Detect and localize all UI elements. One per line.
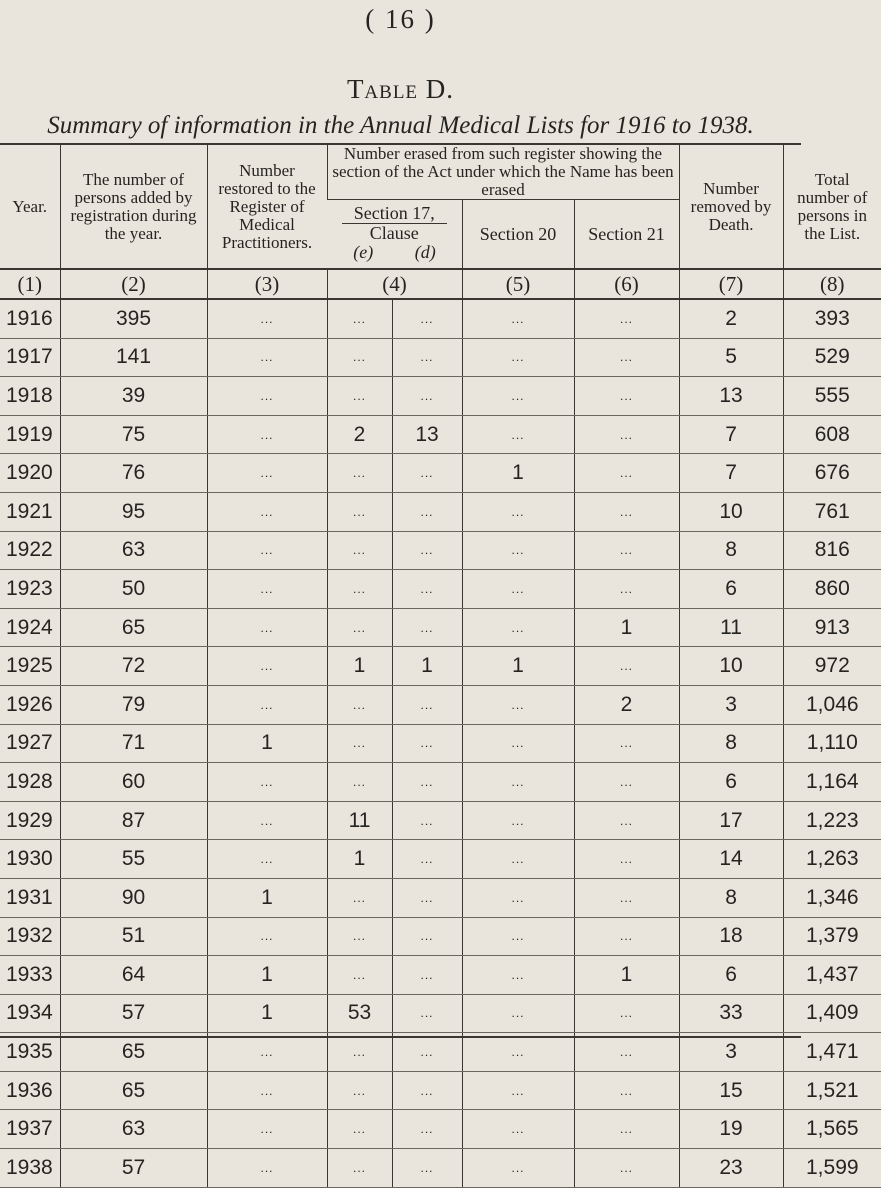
death-cell: 3 (679, 685, 783, 724)
table-summary: Summary of information in the Annual Medical Lists for 1916 to 1938. (47, 112, 754, 139)
section17-d-cell: ... (392, 299, 462, 338)
year-cell: 1933 (0, 956, 60, 995)
year-cell: 1925 (0, 647, 60, 686)
table-row (0, 492, 881, 531)
restored-cell: ... (207, 840, 327, 879)
total-cell: 1,471 (783, 1033, 881, 1072)
section21-cell: ... (574, 1149, 679, 1188)
total-cell: 972 (783, 647, 881, 686)
section17-d-cell: ... (392, 801, 462, 840)
table-row (0, 994, 881, 1033)
death-cell: 5 (679, 338, 783, 377)
added-cell: 65 (60, 1033, 207, 1072)
section21-cell: ... (574, 840, 679, 879)
death-cell: 3 (679, 1033, 783, 1072)
added-cell: 395 (60, 299, 207, 338)
column-number: (4) (327, 269, 462, 299)
section17-d-cell: ... (392, 492, 462, 531)
total-cell: 1,164 (783, 763, 881, 802)
section21-cell: ... (574, 724, 679, 763)
section17-d-cell: ... (392, 1149, 462, 1188)
section17-d-cell: ... (392, 1033, 462, 1072)
death-cell: 8 (679, 531, 783, 570)
header-erased-group: Number erased from such register showing the section of the Act under which the Name has been erased (327, 145, 679, 200)
section17-d-cell: ... (392, 685, 462, 724)
section21-cell: ... (574, 917, 679, 956)
year-cell: 1922 (0, 531, 60, 570)
section17-e-cell: ... (327, 570, 392, 609)
added-cell: 57 (60, 994, 207, 1033)
table-row (0, 917, 881, 956)
section21-cell: ... (574, 454, 679, 493)
year-cell: 1926 (0, 685, 60, 724)
added-cell: 64 (60, 956, 207, 995)
restored-cell: ... (207, 763, 327, 802)
table-row (0, 647, 881, 686)
header-total: Total number of persons in the List. (783, 145, 881, 269)
year-cell: 1920 (0, 454, 60, 493)
section21-cell: ... (574, 1110, 679, 1149)
restored-cell: ... (207, 492, 327, 531)
section20-cell: ... (462, 917, 574, 956)
death-cell: 33 (679, 994, 783, 1033)
section17-e-cell: ... (327, 763, 392, 802)
section17-d-cell: ... (392, 878, 462, 917)
column-number-row (0, 269, 881, 299)
header-section20: Section 20 (462, 200, 574, 270)
column-number: (5) (462, 269, 574, 299)
section17-d-cell: ... (392, 956, 462, 995)
death-cell: 13 (679, 377, 783, 416)
restored-cell: ... (207, 531, 327, 570)
year-cell: 1918 (0, 377, 60, 416)
section17-d-cell: ... (392, 1071, 462, 1110)
total-cell: 1,437 (783, 956, 881, 995)
added-cell: 72 (60, 647, 207, 686)
total-cell: 393 (783, 299, 881, 338)
section17-e-cell: ... (327, 377, 392, 416)
added-cell: 87 (60, 801, 207, 840)
death-cell: 15 (679, 1071, 783, 1110)
section21-cell: ... (574, 377, 679, 416)
section20-cell: ... (462, 531, 574, 570)
restored-cell: ... (207, 570, 327, 609)
section21-cell: ... (574, 299, 679, 338)
added-cell: 75 (60, 415, 207, 454)
added-cell: 60 (60, 763, 207, 802)
table-row (0, 1110, 881, 1149)
section20-cell: ... (462, 685, 574, 724)
year-cell: 1916 (0, 299, 60, 338)
restored-cell: ... (207, 1149, 327, 1188)
section20-cell: ... (462, 724, 574, 763)
death-cell: 10 (679, 647, 783, 686)
section20-cell: 1 (462, 454, 574, 493)
total-cell: 860 (783, 570, 881, 609)
section17-e-cell: 11 (327, 801, 392, 840)
added-cell: 95 (60, 492, 207, 531)
section20-cell: ... (462, 1071, 574, 1110)
table-title: Table D. (346, 74, 455, 104)
year-cell: 1924 (0, 608, 60, 647)
total-cell: 1,346 (783, 878, 881, 917)
total-cell: 1,110 (783, 724, 881, 763)
section17-d-cell: ... (392, 531, 462, 570)
death-cell: 2 (679, 299, 783, 338)
added-cell: 63 (60, 531, 207, 570)
table-row (0, 1071, 881, 1110)
table-row (0, 1149, 881, 1188)
total-cell: 1,223 (783, 801, 881, 840)
year-cell: 1923 (0, 570, 60, 609)
clause-d-label: (d) (414, 242, 436, 262)
section17-d-cell: ... (392, 377, 462, 416)
section20-cell: ... (462, 801, 574, 840)
column-number: (8) (783, 269, 881, 299)
section17-d-cell: 1 (392, 647, 462, 686)
table-row (0, 724, 881, 763)
section17-d-cell: ... (392, 724, 462, 763)
restored-cell: 1 (207, 878, 327, 917)
column-number: (1) (0, 269, 60, 299)
table-row (0, 415, 881, 454)
year-cell: 1937 (0, 1110, 60, 1149)
death-cell: 6 (679, 570, 783, 609)
year-cell: 1927 (0, 724, 60, 763)
section20-cell: 1 (462, 647, 574, 686)
section17-e-cell: ... (327, 1033, 392, 1072)
year-cell: 1935 (0, 1033, 60, 1072)
death-cell: 14 (679, 840, 783, 879)
death-cell: 7 (679, 454, 783, 493)
section17-e-cell: ... (327, 1149, 392, 1188)
section21-cell: ... (574, 1033, 679, 1072)
restored-cell: ... (207, 415, 327, 454)
section17-e-cell: ... (327, 724, 392, 763)
year-cell: 1919 (0, 415, 60, 454)
total-cell: 1,521 (783, 1071, 881, 1110)
header-death: Number removed by Death. (679, 145, 783, 269)
restored-cell: ... (207, 299, 327, 338)
section20-cell: ... (462, 338, 574, 377)
restored-cell: ... (207, 1110, 327, 1149)
total-cell: 913 (783, 608, 881, 647)
table-row (0, 840, 881, 879)
section17-e-cell: ... (327, 454, 392, 493)
section21-cell: ... (574, 647, 679, 686)
added-cell: 63 (60, 1110, 207, 1149)
table-row (0, 570, 881, 609)
year-cell: 1921 (0, 492, 60, 531)
section20-cell: ... (462, 994, 574, 1033)
section20-cell: ... (462, 299, 574, 338)
year-cell: 1931 (0, 878, 60, 917)
added-cell: 57 (60, 1149, 207, 1188)
added-cell: 65 (60, 1071, 207, 1110)
table-row (0, 608, 881, 647)
section17-e-cell: ... (327, 878, 392, 917)
section21-cell: ... (574, 570, 679, 609)
total-cell: 676 (783, 454, 881, 493)
added-cell: 79 (60, 685, 207, 724)
restored-cell: ... (207, 917, 327, 956)
section21-cell: 1 (574, 956, 679, 995)
death-cell: 6 (679, 763, 783, 802)
year-cell: 1934 (0, 994, 60, 1033)
section21-cell: ... (574, 338, 679, 377)
section17-label: Section 17, (342, 204, 447, 224)
section20-cell: ... (462, 608, 574, 647)
header-section21: Section 21 (574, 200, 679, 270)
section17-d-cell: ... (392, 840, 462, 879)
section17-e-cell: ... (327, 608, 392, 647)
year-cell: 1928 (0, 763, 60, 802)
restored-cell: ... (207, 647, 327, 686)
section17-e-cell: 2 (327, 415, 392, 454)
death-cell: 19 (679, 1110, 783, 1149)
column-number: (7) (679, 269, 783, 299)
section21-cell: ... (574, 492, 679, 531)
page-number: ( 16 ) (365, 4, 436, 34)
section21-cell: ... (574, 801, 679, 840)
section17-d-cell: ... (392, 570, 462, 609)
section17-e-cell: ... (327, 1071, 392, 1110)
total-cell: 1,565 (783, 1110, 881, 1149)
table-row (0, 878, 881, 917)
column-number: (6) (574, 269, 679, 299)
section17-e-cell: 53 (327, 994, 392, 1033)
section21-cell: 1 (574, 608, 679, 647)
death-cell: 8 (679, 878, 783, 917)
restored-cell: ... (207, 338, 327, 377)
death-cell: 17 (679, 801, 783, 840)
header-year: Year. (12, 196, 48, 216)
section21-cell: ... (574, 415, 679, 454)
table-row (0, 531, 881, 570)
section17-d-cell: ... (392, 994, 462, 1033)
added-cell: 55 (60, 840, 207, 879)
restored-cell: ... (207, 608, 327, 647)
section20-cell: ... (462, 492, 574, 531)
header-restored: Number restored to the Register of Medical Practitioners. (207, 145, 327, 269)
table-row (0, 338, 881, 377)
year-cell: 1930 (0, 840, 60, 879)
table-row (0, 1033, 881, 1072)
table-row (0, 299, 881, 338)
death-cell: 10 (679, 492, 783, 531)
section20-cell: ... (462, 377, 574, 416)
section17-e-cell: 1 (327, 647, 392, 686)
table-row (0, 763, 881, 802)
restored-cell: 1 (207, 724, 327, 763)
added-cell: 76 (60, 454, 207, 493)
year-cell: 1917 (0, 338, 60, 377)
year-cell: 1929 (0, 801, 60, 840)
restored-cell: 1 (207, 994, 327, 1033)
added-cell: 39 (60, 377, 207, 416)
table-row (0, 377, 881, 416)
death-cell: 6 (679, 956, 783, 995)
total-cell: 1,379 (783, 917, 881, 956)
section17-e-cell: ... (327, 956, 392, 995)
section21-cell: ... (574, 994, 679, 1033)
added-cell: 50 (60, 570, 207, 609)
total-cell: 816 (783, 531, 881, 570)
death-cell: 23 (679, 1149, 783, 1188)
death-cell: 18 (679, 917, 783, 956)
section17-e-cell: ... (327, 492, 392, 531)
bottom-rule (0, 1036, 801, 1038)
added-cell: 51 (60, 917, 207, 956)
death-cell: 7 (679, 415, 783, 454)
section17-e-cell: ... (327, 917, 392, 956)
section17-e-cell: ... (327, 338, 392, 377)
clause-label: Clause (369, 223, 419, 243)
total-cell: 1,409 (783, 994, 881, 1033)
year-cell: 1932 (0, 917, 60, 956)
table-body (0, 299, 881, 1187)
section20-cell: ... (462, 1110, 574, 1149)
restored-cell: ... (207, 1071, 327, 1110)
total-cell: 1,599 (783, 1149, 881, 1188)
table-row (0, 685, 881, 724)
table-row (0, 801, 881, 840)
total-cell: 529 (783, 338, 881, 377)
section17-d-cell: ... (392, 454, 462, 493)
added-cell: 90 (60, 878, 207, 917)
section17-e-cell: 1 (327, 840, 392, 879)
section17-e-cell: ... (327, 299, 392, 338)
total-cell: 608 (783, 415, 881, 454)
section20-cell: ... (462, 763, 574, 802)
year-cell: 1938 (0, 1149, 60, 1188)
restored-cell: 1 (207, 956, 327, 995)
total-cell: 761 (783, 492, 881, 531)
added-cell: 65 (60, 608, 207, 647)
section20-cell: ... (462, 840, 574, 879)
section17-d-cell: 13 (392, 415, 462, 454)
restored-cell: ... (207, 377, 327, 416)
section21-cell: ... (574, 763, 679, 802)
table-row (0, 956, 881, 995)
section21-cell: ... (574, 1071, 679, 1110)
added-cell: 141 (60, 338, 207, 377)
section20-cell: ... (462, 956, 574, 995)
section20-cell: ... (462, 415, 574, 454)
section17-d-cell: ... (392, 1110, 462, 1149)
column-number: (3) (207, 269, 327, 299)
table-row (0, 454, 881, 493)
clause-e-label: (e) (353, 242, 374, 262)
header-section17 (327, 200, 462, 270)
section20-cell: ... (462, 878, 574, 917)
year-cell: 1936 (0, 1071, 60, 1110)
section17-d-cell: ... (392, 338, 462, 377)
section21-cell: 2 (574, 685, 679, 724)
total-cell: 1,046 (783, 685, 881, 724)
total-cell: 555 (783, 377, 881, 416)
section17-e-cell: ... (327, 531, 392, 570)
medical-lists-table (0, 145, 881, 1188)
section21-cell: ... (574, 531, 679, 570)
section21-cell: ... (574, 878, 679, 917)
section17-e-cell: ... (327, 1110, 392, 1149)
section20-cell: ... (462, 1033, 574, 1072)
restored-cell: ... (207, 454, 327, 493)
restored-cell: ... (207, 1033, 327, 1072)
death-cell: 11 (679, 608, 783, 647)
added-cell: 71 (60, 724, 207, 763)
restored-cell: ... (207, 801, 327, 840)
section17-d-cell: ... (392, 608, 462, 647)
restored-cell: ... (207, 685, 327, 724)
header-added: The number of persons added by registration during the year. (60, 145, 207, 269)
section17-d-cell: ... (392, 763, 462, 802)
section17-d-cell: ... (392, 917, 462, 956)
section20-cell: ... (462, 570, 574, 609)
section17-e-cell: ... (327, 685, 392, 724)
total-cell: 1,263 (783, 840, 881, 879)
section20-cell: ... (462, 1149, 574, 1188)
column-number: (2) (60, 269, 207, 299)
death-cell: 8 (679, 724, 783, 763)
